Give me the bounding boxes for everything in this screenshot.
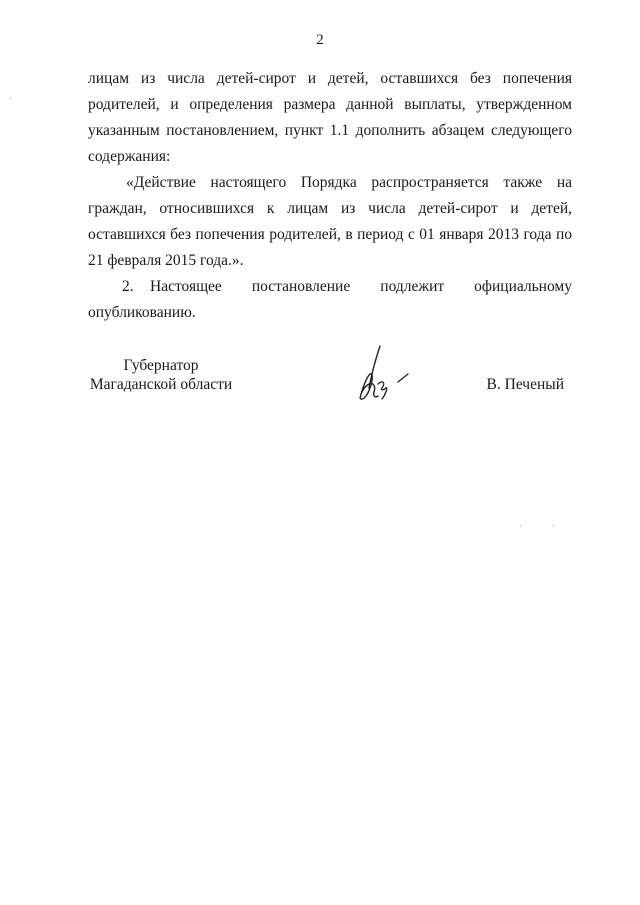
signer-position-line2: Магаданской области	[89, 376, 233, 393]
document-body	[88, 66, 572, 326]
scan-artifact	[553, 525, 554, 526]
signature-block	[0, 356, 640, 436]
paragraph-continuation: лицам из числа детей-сирот и детей, оставшихся без попечения родителей, и определения размера данной выплаты, утвержденном указанным постановлением, пункт 1.1 дополнить абзацем следующего содержания:	[88, 70, 572, 165]
signer-name: В. Печеный	[486, 376, 564, 393]
signer-position-line1: Губернатор	[123, 357, 199, 374]
signer-position	[88, 356, 234, 394]
list-item-number: 2.	[122, 278, 134, 295]
list-item-text: Настоящее постановление подлежит официальному опубликованию.	[88, 278, 572, 321]
scan-artifact	[10, 98, 11, 99]
paragraph-quoted-amendment: «Действие настоящего Порядка распространяется также на граждан, относившихся к лицам из числа детей-сирот и детей, оставшихся без попечения родителей, в период с 01 января 2013 года по 21 февраля 2015 года.».	[88, 174, 572, 269]
handwritten-signature	[342, 344, 422, 408]
page-number: 2	[316, 32, 324, 48]
list-item-2	[88, 274, 572, 326]
scan-artifact	[520, 525, 521, 526]
